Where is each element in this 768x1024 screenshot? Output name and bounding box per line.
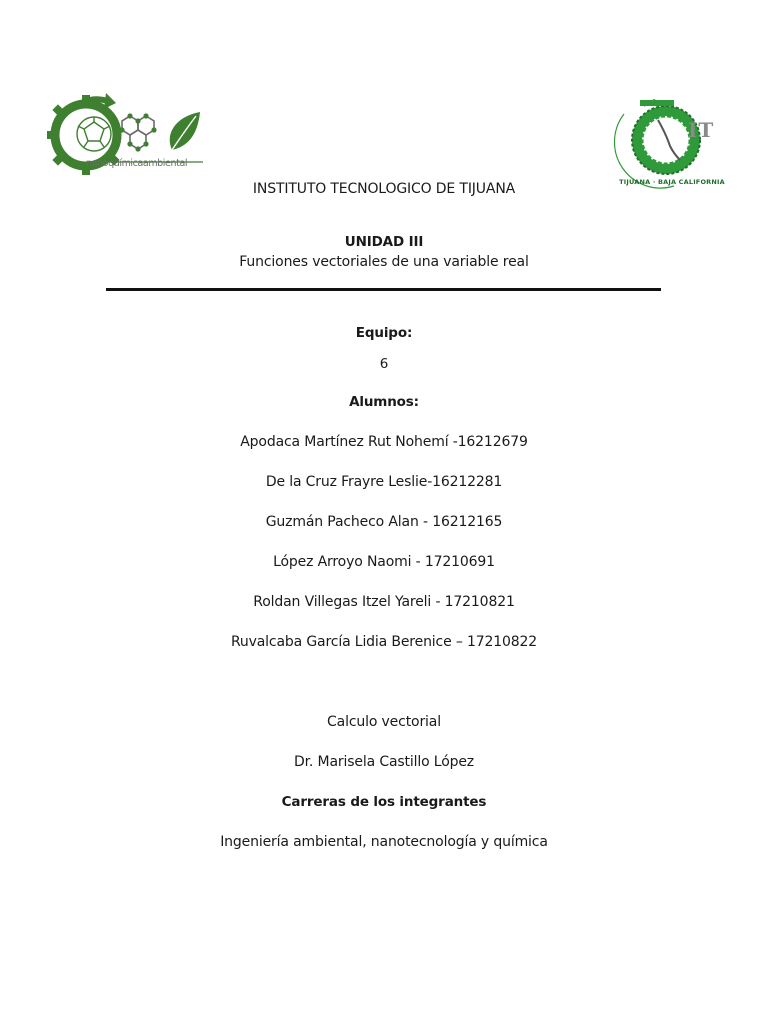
seal-initials: IT [688,118,715,142]
unit-number: UNIDAD III [344,234,424,250]
student-name: Guzmán Pacheco Alan - 16212165 [265,514,503,530]
course-subject: Calculo vectorial [327,714,441,730]
unit-title: Funciones vectoriales de una variable real [239,254,529,270]
institution-name: INSTITUTO TECNOLOGICO DE TIJUANA [252,181,516,197]
student-name: Ruvalcaba García Lidia Berenice – 17210822 [230,634,538,650]
team-label: Equipo: [355,325,413,341]
itt-seal-logo [614,94,726,190]
seal-text: TIJUANA · BAJA CALIFORNIA [619,178,725,186]
itt-seal-icon [614,94,726,190]
careers-label: Carreras de los integrantes [281,794,487,810]
careers-value: Ingeniería ambiental, nanotecnología y química [220,834,548,850]
horizontal-divider [106,288,661,291]
student-name: Apodaca Martínez Rut Nohemí -16212679 [240,434,528,450]
course-teacher: Dr. Marisela Castillo López [293,754,475,770]
team-number: 6 [379,356,389,372]
students-label: Alumnos: [349,394,419,410]
student-name: De la Cruz Frayre Leslie-16212281 [265,474,503,490]
student-name: Roldan Villegas Itzel Yareli - 17210821 [253,594,515,610]
student-name: López Arroyo Naomi - 17210691 [273,554,495,570]
logo-caption: nanoquímicaambiental [86,158,188,169]
nanoquimica-ambiental-logo [46,92,206,178]
